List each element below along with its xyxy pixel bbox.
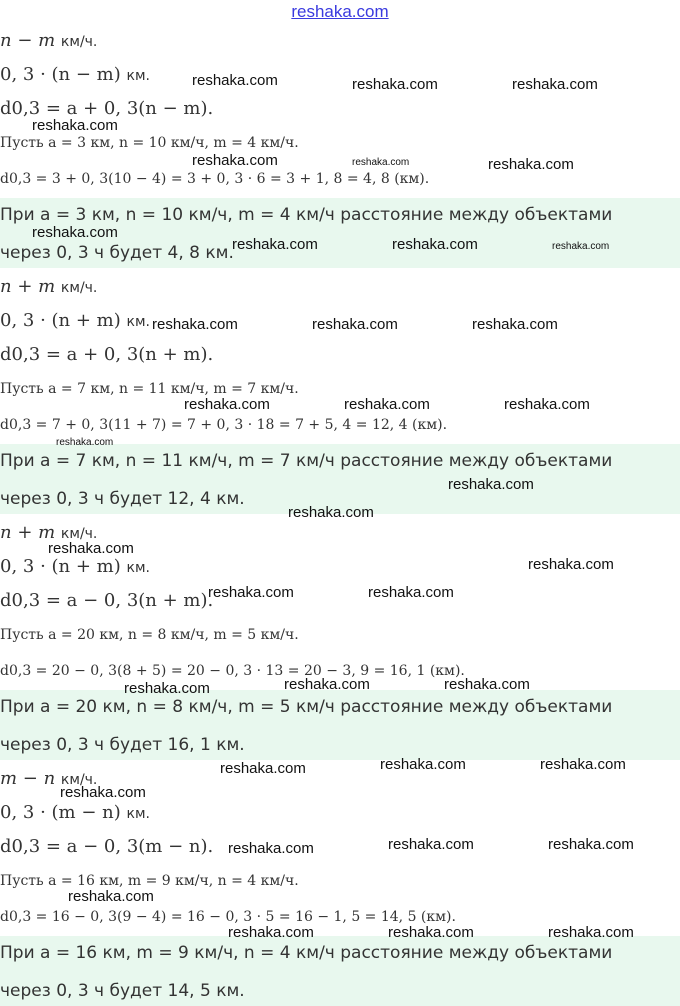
speed-unit-1: км/ч. — [60, 34, 98, 50]
speed-expr-4: m − n — [0, 768, 56, 789]
answer-line-3b: через 0, 3 ч будет 16, 1 км. — [0, 735, 245, 755]
watermark: reshaka.com — [488, 156, 574, 173]
watermark: reshaka.com — [504, 396, 590, 413]
formula-line-2: d0,3 = a + 0, 3(n + m). — [0, 344, 214, 365]
answer-line-2b: через 0, 3 ч будет 12, 4 км. — [0, 489, 245, 509]
watermark: reshaka.com — [208, 584, 294, 601]
formula-line-3: d0,3 = a − 0, 3(n + m). — [0, 590, 214, 611]
distance-unit-3: км. — [126, 560, 150, 576]
distance-expr-3: 0, 3 · (n + m) — [0, 556, 121, 577]
answer-line-1a: При a = 3 км, n = 10 км/ч, m = 4 км/ч расстояние между объектами — [0, 205, 613, 225]
site-title[interactable]: reshaka.com — [291, 2, 389, 21]
answer-line-1b: через 0, 3 ч будет 4, 8 км. — [0, 243, 234, 263]
answer-line-4b: через 0, 3 ч будет 14, 5 км. — [0, 981, 245, 1001]
watermark: reshaka.com — [60, 784, 146, 801]
watermark: reshaka.com — [192, 152, 278, 169]
answer-line-4a: При a = 16 км, m = 9 км/ч, n = 4 км/ч расстояние между объектами — [0, 943, 613, 963]
watermark: reshaka.com — [352, 157, 410, 168]
watermark: reshaka.com — [68, 888, 154, 905]
answer-line-2a: При a = 7 км, n = 11 км/ч, m = 7 км/ч расстояние между объектами — [0, 451, 613, 471]
watermark: reshaka.com — [512, 76, 598, 93]
speed-expr-1: n − m — [0, 30, 56, 51]
distance-line-2 — [0, 312, 150, 330]
watermark: reshaka.com — [228, 840, 314, 857]
watermark: reshaka.com — [220, 760, 306, 777]
watermark: reshaka.com — [32, 117, 118, 134]
given-line-3: Пусть a = 20 км, n = 8 км/ч, m = 5 км/ч. — [0, 627, 299, 643]
watermark: reshaka.com — [124, 680, 210, 697]
distance-unit-2: км. — [126, 314, 150, 330]
watermark: reshaka.com — [388, 836, 474, 853]
distance-unit-1: км. — [126, 68, 150, 84]
formula-line-1: d0,3 = a + 0, 3(n − m). — [0, 98, 214, 119]
watermark: reshaka.com — [368, 584, 454, 601]
answer-line-3a: При a = 20 км, n = 8 км/ч, m = 5 км/ч расстояние между объектами — [0, 697, 613, 717]
watermark: reshaka.com — [48, 540, 134, 557]
speed-expr-3: n + m — [0, 522, 56, 543]
distance-expr-2: 0, 3 · (n + m) — [0, 310, 121, 331]
watermark: reshaka.com — [312, 316, 398, 333]
watermark: reshaka.com — [548, 924, 634, 941]
calc-line-3: d0,3 = 20 − 0, 3(8 + 5) = 20 − 0, 3 · 13 = 20 − 3, 9 = 16, 1 (км). — [0, 663, 465, 679]
watermark: reshaka.com — [192, 72, 278, 89]
calc-line-1: d0,3 = 3 + 0, 3(10 − 4) = 3 + 0, 3 · 6 = 3 + 1, 8 = 4, 8 (км). — [0, 171, 430, 187]
watermark: reshaka.com — [388, 924, 474, 941]
distance-line-1 — [0, 66, 150, 84]
watermark: reshaka.com — [56, 437, 114, 448]
speed-line-1 — [0, 32, 97, 50]
watermark: reshaka.com — [528, 556, 614, 573]
watermark: reshaka.com — [284, 676, 370, 693]
given-line-4: Пусть a = 16 км, m = 9 км/ч, n = 4 км/ч. — [0, 873, 299, 889]
speed-line-2 — [0, 278, 97, 296]
watermark: reshaka.com — [552, 241, 610, 252]
calc-line-4: d0,3 = 16 − 0, 3(9 − 4) = 16 − 0, 3 · 5 = 16 − 1, 5 = 14, 5 (км). — [0, 909, 456, 925]
watermark: reshaka.com — [352, 76, 438, 93]
given-line-2: Пусть a = 7 км, n = 11 км/ч, m = 7 км/ч. — [0, 381, 299, 397]
watermark: reshaka.com — [392, 236, 478, 253]
watermark: reshaka.com — [344, 396, 430, 413]
calc-line-2: d0,3 = 7 + 0, 3(11 + 7) = 7 + 0, 3 · 18 = 7 + 5, 4 = 12, 4 (км). — [0, 417, 448, 433]
watermark: reshaka.com — [184, 396, 270, 413]
watermark: reshaka.com — [444, 676, 530, 693]
speed-unit-2: км/ч. — [60, 280, 98, 296]
speed-unit-4: км/ч. — [60, 772, 98, 788]
distance-expr-4: 0, 3 · (m − n) — [0, 802, 121, 823]
speed-expr-2: n + m — [0, 276, 56, 297]
watermark: reshaka.com — [32, 224, 118, 241]
distance-expr-1: 0, 3 · (n − m) — [0, 64, 121, 85]
distance-line-4 — [0, 804, 150, 822]
given-line-1: Пусть a = 3 км, n = 10 км/ч, m = 4 км/ч. — [0, 135, 299, 151]
formula-line-4: d0,3 = a − 0, 3(m − n). — [0, 836, 214, 857]
watermark: reshaka.com — [152, 316, 238, 333]
watermark: reshaka.com — [288, 504, 374, 521]
watermark: reshaka.com — [232, 236, 318, 253]
watermark: reshaka.com — [228, 924, 314, 941]
watermark: reshaka.com — [540, 756, 626, 773]
watermark: reshaka.com — [380, 756, 466, 773]
distance-unit-4: км. — [126, 806, 150, 822]
watermark: reshaka.com — [548, 836, 634, 853]
distance-line-3 — [0, 558, 150, 576]
speed-unit-3: км/ч. — [60, 526, 98, 542]
watermark: reshaka.com — [448, 476, 534, 493]
watermark: reshaka.com — [472, 316, 558, 333]
